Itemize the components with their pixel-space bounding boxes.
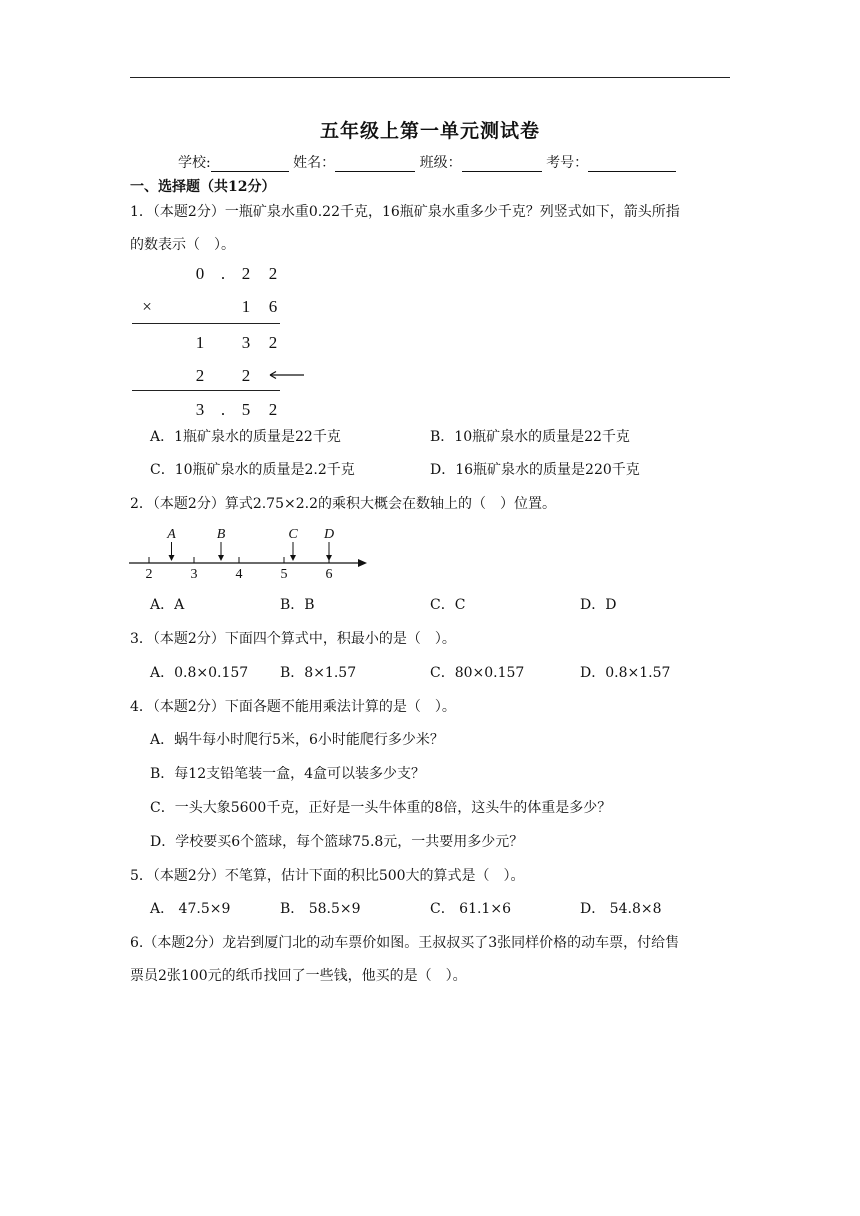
axis-tick-label: 2: [145, 567, 153, 582]
question-6-text-cont: 票员2张100元的纸币找回了一些钱，他买的是（ ）。: [130, 968, 467, 984]
calc-digit: 2: [268, 400, 278, 419]
header-rule: [130, 77, 730, 78]
number-line: [125, 524, 375, 582]
calc-digit: .: [220, 400, 226, 419]
point-label: C: [288, 527, 298, 542]
q4-option-d[interactable]: D．学校要买6个篮球，每个篮球75.8元，一共要用多少元？: [150, 834, 524, 850]
q4-option-a[interactable]: A．蜗牛每小时爬行5米，6小时能爬行多少米？: [150, 732, 444, 748]
calc-digit: 2: [241, 264, 251, 283]
q3-option-b[interactable]: B．8×1.57: [280, 665, 357, 681]
q5-option-a[interactable]: A． 47.5×9: [150, 901, 231, 917]
q1-option-b[interactable]: B．10瓶矿泉水的质量是22千克: [430, 429, 630, 445]
q3-option-d[interactable]: D．0.8×1.57: [580, 665, 671, 681]
axis-tick-label: 3: [190, 567, 198, 582]
calc-digit: 6: [268, 297, 278, 316]
left-arrow-icon: [266, 368, 306, 382]
class-label: 班级：: [419, 155, 462, 171]
question-1-text-cont: 的数表示（ ）。: [130, 237, 235, 253]
section-heading: 一、选择题（共12分）: [130, 179, 276, 195]
exam-no-label: 考号：: [546, 155, 589, 171]
axis-arrow-icon: [358, 559, 367, 567]
q4-option-b[interactable]: B．每12支铅笔装一盒，4盒可以装多少支？: [150, 766, 426, 782]
q2-option-a[interactable]: A．A: [150, 597, 185, 613]
point-label: A: [167, 527, 176, 542]
q5-option-c[interactable]: C． 61.1×6: [430, 901, 511, 917]
exam-no-field[interactable]: [588, 157, 676, 172]
calc-digit: 0: [195, 264, 205, 283]
calc-digit: 1: [241, 297, 251, 316]
axis-tick-label: 5: [280, 567, 288, 582]
down-arrow-icon: [290, 555, 296, 561]
q1-option-d[interactable]: D．16瓶矿泉水的质量是220千克: [430, 462, 640, 478]
page-title: 五年级上第一单元测试卷: [319, 120, 540, 142]
school-field[interactable]: [211, 157, 289, 172]
name-label: 姓名：: [293, 155, 336, 171]
q5-option-d[interactable]: D． 54.8×8: [580, 901, 662, 917]
q3-option-a[interactable]: A．0.8×0.157: [150, 665, 249, 681]
q1-option-a[interactable]: A．1瓶矿泉水的质量是22千克: [150, 429, 341, 445]
point-label: B: [216, 527, 226, 542]
calc-rule: [132, 323, 280, 324]
q2-option-d[interactable]: D．D: [580, 597, 617, 613]
q1-option-c[interactable]: C．10瓶矿泉水的质量是2.2千克: [150, 462, 355, 478]
q3-option-c[interactable]: C．80×0.157: [430, 665, 525, 681]
question-5-text: 5．（本题2分）不笔算，估计下面的积比500大的算式是（ ）。: [130, 868, 525, 884]
calc-digit: .: [220, 264, 226, 283]
question-4-text: 4．（本题2分）下面各题不能用乘法计算的是（ ）。: [130, 699, 456, 715]
vertical-multiplication: [130, 258, 310, 428]
question-2-text: 2．（本题2分）算式2.75×2.2的乘积大概会在数轴上的（ ）位置。: [130, 496, 556, 512]
down-arrow-icon: [218, 555, 224, 561]
calc-digit: 2: [268, 264, 278, 283]
calc-digit: 5: [241, 400, 251, 419]
question-6-text: 6.（本题2分）龙岩到厦门北的动车票价如图。王叔叔买了3张同样价格的动车票，付给售: [130, 935, 680, 951]
question-1-text: 1．（本题2分）一瓶矿泉水重0.22千克，16瓶矿泉水重多少千克？列竖式如下，箭头所指: [130, 204, 680, 220]
down-arrow-icon: [169, 555, 175, 561]
q5-option-b[interactable]: B． 58.5×9: [280, 901, 361, 917]
axis-tick-label: 4: [235, 567, 243, 582]
calc-digit: 2: [241, 366, 251, 385]
name-field[interactable]: [335, 157, 415, 172]
calc-digit: 3: [195, 400, 205, 419]
student-info-line: [178, 152, 676, 172]
class-field[interactable]: [462, 157, 542, 172]
calc-digit: 1: [195, 333, 205, 352]
q4-option-c[interactable]: C．一头大象5600千克，正好是一头牛体重的8倍，这头牛的体重是多少？: [150, 800, 612, 816]
question-3-text: 3．（本题2分）下面四个算式中，积最小的是（ ）。: [130, 631, 456, 647]
q2-option-c[interactable]: C．C: [430, 597, 466, 613]
multiply-sign: ×: [142, 297, 152, 316]
calc-digit: 3: [241, 333, 251, 352]
q2-option-b[interactable]: B．B: [280, 597, 315, 613]
calc-rule: [132, 390, 280, 391]
down-arrow-icon: [326, 555, 332, 561]
point-label: D: [323, 527, 335, 542]
calc-digit: 2: [268, 333, 278, 352]
school-label: 学校:: [178, 155, 211, 171]
calc-digit: 2: [195, 366, 205, 385]
axis-tick-label: 6: [325, 567, 333, 582]
